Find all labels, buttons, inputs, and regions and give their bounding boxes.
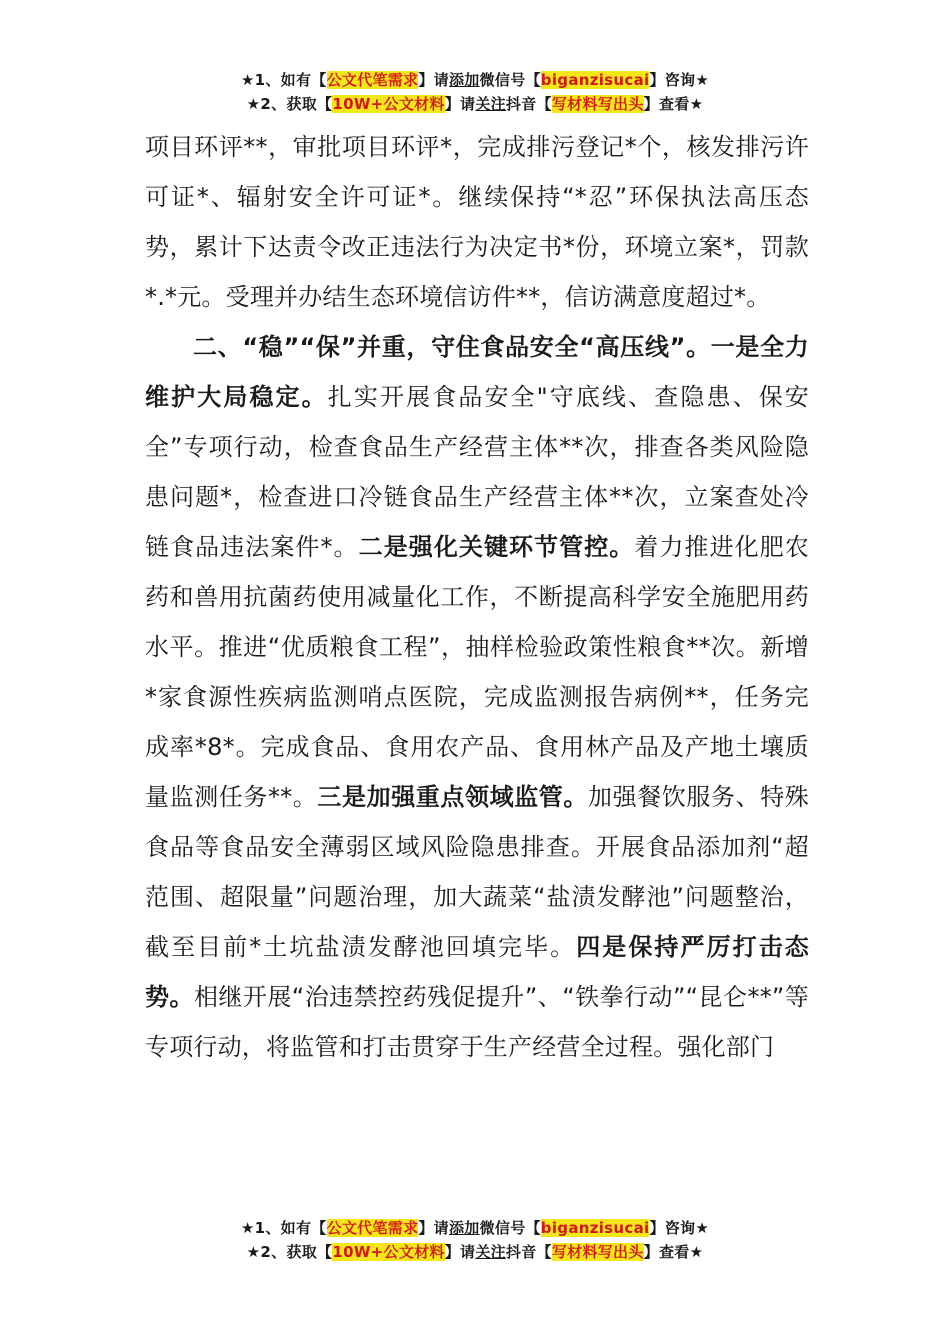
notice-text: 】查看★ — [643, 1243, 704, 1261]
notice-line-1 — [0, 1216, 950, 1240]
highlight-materials: 10W+公文材料 — [332, 1243, 445, 1261]
notice-line-2 — [0, 1240, 950, 1264]
section-heading: 二、“稳”“保”并重，守住食品安全“高压线”。一是全力维护大局稳定。 — [145, 333, 809, 411]
notice-text: 】咨询★ — [649, 1219, 710, 1237]
notice-text: ★1、如有【 — [240, 1219, 327, 1237]
highlight-wechat-id: biganzisucai — [540, 71, 650, 89]
underlined-text: 关注 — [475, 95, 506, 113]
highlight-materials: 10W+公文材料 — [332, 95, 445, 113]
notice-text: 】请 — [418, 1219, 449, 1237]
bold-point: 四是保持严厉打击态势。 — [145, 933, 809, 1011]
underlined-text: 添加 — [448, 1219, 480, 1237]
underlined-text: 添加 — [448, 71, 480, 89]
paragraph-1: 项目环评**，审批项目环评*，完成排污登记*个，核发排污许可证*、辐射安全许可证*。继续保持“*忍”环保执法高压态势，累计下达责令改正违法行为决定书*份，环境立案*，罚款*.*元。受理并办结生态环境信访件**，信访满意度超过*。 — [145, 133, 809, 311]
document-body — [145, 122, 809, 1072]
notice-text: ★1、如有【 — [240, 71, 327, 89]
underlined-text: 关注 — [475, 1243, 506, 1261]
bold-point: 二是强化关键环节管控。 — [358, 533, 635, 561]
notice-text: 微信号【 — [479, 71, 541, 89]
paragraph-text: 相继开展“治违禁控药残促提升”、“铁拳行动”“昆仑**”等专项行动，将监管和打击贯穿于生产经营全过程。强化部门 — [145, 983, 809, 1061]
footer-notice — [0, 1216, 950, 1264]
header-notice — [0, 68, 950, 116]
notice-text: 微信号【 — [479, 1219, 541, 1237]
paragraph-text: 着力推进化肥农药和兽用抗菌药使用减量化工作，不断提高科学安全施肥用药水平。推进“优质粮食工程”，抽样检验政策性粮食**次。新增*家食源性疾病监测哨点医院，完成监测报告病例**，任务完成率*8*。完成食品、食用农产品、食用林产品及产地土壤质量监测任务**。 — [145, 533, 810, 811]
highlight-douyin-id: 写材料写出头 — [551, 1243, 644, 1261]
notice-text: ★2、获取【 — [246, 1243, 333, 1261]
notice-text: 】咨询★ — [649, 71, 710, 89]
highlight-service: 公文代笔需求 — [326, 71, 419, 89]
notice-text: 】请 — [418, 71, 449, 89]
highlight-service: 公文代笔需求 — [326, 1219, 419, 1237]
notice-text: 】查看★ — [643, 95, 704, 113]
notice-text: 抖音【 — [505, 95, 552, 113]
notice-text: 】请 — [444, 95, 476, 113]
notice-text: ★2、获取【 — [246, 95, 333, 113]
paragraph-text: 扎实开展食品安全"守底线、查隐患、保安全”专项行动，检查食品生产经营主体**次，排查各类风险隐患问题*，检查进口冷链食品生产经营主体**次，立案查处冷链食品违法案件*。 — [145, 383, 809, 561]
highlight-wechat-id: biganzisucai — [540, 1219, 650, 1237]
notice-text: 抖音【 — [505, 1243, 552, 1261]
notice-line-2 — [0, 92, 950, 116]
notice-text: 】请 — [444, 1243, 476, 1261]
highlight-douyin-id: 写材料写出头 — [551, 95, 644, 113]
notice-line-1 — [0, 68, 950, 92]
bold-point: 三是加强重点领域监管。 — [317, 783, 588, 811]
paragraph-2 — [145, 322, 809, 1072]
paragraph-text: 加强餐饮服务、特殊食品等食品安全薄弱区域风险隐患排查。开展食品添加剂“超范围、超限量”问题治理，加大蔬菜“盐渍发酵池”问题整治，截至目前*土坑盐渍发酵池回填完毕。 — [145, 783, 809, 961]
